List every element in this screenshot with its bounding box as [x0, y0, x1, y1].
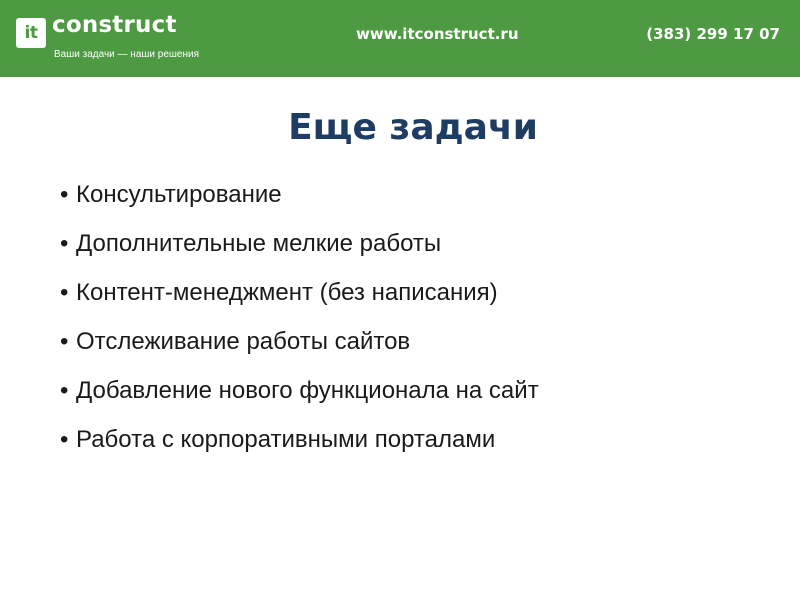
list-item	[60, 180, 539, 229]
bullet-icon: •	[60, 230, 69, 257]
bullet-icon: •	[60, 181, 69, 208]
bullet-icon: •	[60, 426, 69, 453]
bullet-icon: •	[60, 279, 69, 306]
tagline: Ваши задачи — наши решения	[54, 49, 199, 60]
slide-title: Еще задачи	[288, 107, 538, 148]
phone-number: (383) 299 17 07	[646, 25, 780, 43]
list-item-text: Дополнительные мелкие работы	[76, 230, 442, 257]
list-item	[60, 278, 539, 327]
list-item	[60, 376, 539, 425]
logo-wordmark: construct	[52, 12, 177, 38]
bullet-icon: •	[60, 328, 69, 355]
logo-mark	[16, 18, 46, 48]
website-link[interactable]: www.itconstruct.ru	[356, 25, 519, 43]
list-item-text: Отслеживание работы сайтов	[76, 328, 411, 355]
task-list	[60, 180, 539, 474]
logo-it-text: it	[24, 22, 38, 43]
list-item	[60, 425, 539, 474]
bullet-icon: •	[60, 377, 69, 404]
list-item-text: Контент-менеджмент (без написания)	[76, 279, 498, 306]
list-item-text: Работа с корпоративными порталами	[76, 426, 496, 453]
list-item-text: Консультирование	[76, 181, 282, 208]
list-item-text: Добавление нового функционала на сайт	[76, 377, 539, 404]
header-bar	[0, 0, 800, 77]
list-item	[60, 327, 539, 376]
list-item	[60, 229, 539, 278]
